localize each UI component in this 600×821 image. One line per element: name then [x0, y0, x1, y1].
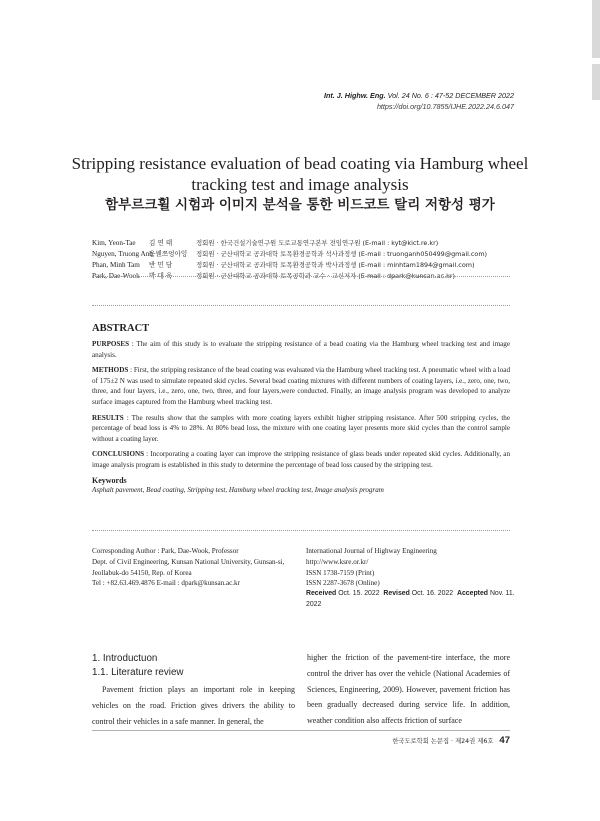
author-name-en: Park, Dae-Wook [92, 272, 140, 280]
abstract-results [92, 413, 510, 445]
page-footer [392, 735, 510, 746]
methods-label: METHODS [92, 366, 129, 375]
abstract-heading: ABSTRACT [92, 323, 150, 334]
page-edge-tab-top [592, 0, 600, 58]
abstract-section [92, 323, 510, 496]
footer-rule [92, 730, 510, 731]
corr-line: Tel : +82.63.469.4876 E-mail : dpark@kunsan.ac.kr [92, 579, 240, 588]
abstract-conclusions [92, 449, 510, 470]
divider-bottom [92, 530, 510, 531]
author-affiliation: 정회원 · 군산대학교 공과대학 토목환경공학과 박사과정생 (E-mail : minhtam1894@gmail.com) [196, 261, 475, 269]
corr-line: Corresponding Author : Park, Dae-Wook, Professor [92, 547, 239, 555]
author-name-en: Nguyen, Truong Anh [92, 250, 153, 258]
issn-print: ISSN 1738-7159 (Print) [306, 568, 375, 577]
author-affiliation: 정회원 · 군산대학교 공과대학 토목공학과 교수 · 교신저자 (E-mail : dpark@kunsan.ac.kr) [196, 272, 456, 280]
author-row [92, 260, 512, 271]
abstract-methods [92, 365, 510, 407]
methods-text: : First, the stripping resistance of the bead coating was evaluated via the Hamburg wheel tracking test. A pneumatic wheel with a load of 175±2 N was used to simulate repeated skid cycles. Several bead coating mixtures with different numbers of coating layers, i.e., zero, one, two, three, and four layers, i.e., zero, one, two, three, and four layers,were conducted. Finally, an image analysis program was developed to analyze surface images captured from the Hamburg wheel tracking test. [92, 366, 510, 406]
purposes-text: : The aim of this study is to evaluate the stripping resistance of a bead coating via the Hamburg wheel tracking test and image analysis. [92, 340, 510, 359]
journal-full-name: International Journal of Highway Engineering [306, 547, 437, 555]
author-name-ko: 반 민 담 [149, 261, 173, 269]
results-label: RESULTS [92, 413, 124, 422]
received-label: Received [306, 590, 337, 598]
history-dates [306, 589, 516, 611]
journal-volume: Vol. 24 No. 6 : 47-52 DECEMBER 2022 [387, 91, 514, 100]
journal-info [324, 91, 514, 112]
journal-abbrev: Int. J. Highw. Eng. [323, 91, 386, 100]
paper-title-line-2: tracking test and image analysis [191, 175, 409, 194]
paper-title-korean: 함부르크휠 시험과 이미지 분석을 통한 비드코트 탈리 저항성 평가 [105, 197, 495, 213]
divider-top [92, 276, 510, 277]
author-name-en: Kim, Yeon-Tae [92, 239, 136, 247]
purposes-label: PURPOSES [92, 340, 130, 348]
results-text: : The results show that the samples with more coating layers exhibit higher stripping resistance. After 500 stripping cycles, the percentage of bead loss is 4% to 28%. At 80% bead loss, the mixture with one coating layer presents more skid cycles than the control sample without a coating layer. [92, 413, 510, 443]
doi-link[interactable]: https://doi.org/10.7855/IJHE.2022.24.6.047 [376, 101, 514, 111]
received-date: Oct. 15. 2022 [338, 590, 380, 598]
author-row [92, 249, 512, 260]
body-text-right: higher the friction of the pavement-tire interface, the more control the driver has over the vehicle (National Academies of Sciences, Engineering, 2009). However, pavement friction has been gradually decreased during service life. In addition, weather condition also affects friction of surface [307, 653, 510, 726]
keywords-heading: Keywords [92, 475, 127, 485]
paper-title-line-1: Stripping resistance evaluation of bead coating via Hamburg wheel [71, 154, 529, 173]
keywords-list: Asphalt pavement, Bead coating, Stripping test, Hamburg wheel tracking test, Image analysis program [92, 485, 384, 494]
revised-label: Revised [383, 590, 410, 598]
paper-title [60, 153, 540, 195]
author-name-ko: 응웬쯔엉아잉 [149, 250, 188, 258]
issn-online: ISSN 2287-3678 (Online) [306, 579, 380, 588]
page-edge-tab [592, 64, 600, 100]
author-row [92, 238, 512, 249]
body-text-left: Pavement friction plays an important role in keeping vehicles on the road. Friction gives drivers the ability to control their vehicles in a safe manner. In general, the [92, 685, 295, 726]
section-heading [92, 652, 183, 680]
corr-line: Dept. of Civil Engineering, Kunsan National University, Gunsan-si, [92, 557, 285, 566]
corr-line: Jeollabuk-do 54150, Rep. of Korea [92, 568, 192, 577]
conclusions-label: CONCLUSIONS [92, 450, 145, 459]
conclusions-text: : Incorporating a coating layer can improve the stripping resistance of glass beads under repeated skid cycles. Additionally, an image analysis program is established in this study to determine the percentage of bead loss caused by the stripping test. [92, 450, 510, 469]
journal-citation [324, 91, 514, 102]
journal-url[interactable]: http://www.ksre.or.kr/ [306, 557, 369, 566]
author-name-ko: 박 대 욱 [149, 272, 173, 280]
abstract-purposes [92, 339, 510, 360]
page-number: 47 [499, 735, 510, 746]
author-affiliation: 정회원 · 군산대학교 공과대학 토목환경공학과 석사과정생 (E-mail : truonganh050499@gmail.com) [196, 250, 488, 258]
accepted-label: Accepted [456, 590, 489, 598]
section-1-1-title: 1.1. Literature review [92, 667, 184, 678]
corresponding-author-block [92, 546, 304, 589]
divider-abstract [92, 305, 510, 306]
footer-journal: 한국도로학회 논문집 · 제24권 제6호 [392, 738, 494, 745]
author-name-ko: 김 연 태 [149, 239, 173, 247]
section-1-title: 1. Introductuon [92, 653, 158, 664]
accepted-date: Nov. 11. 2022 [306, 590, 515, 608]
author-affiliation: 정회원 · 한국건설기술연구원 도로교통연구본부 전임연구원 (E-mail : kyt@kict.re.kr) [196, 239, 439, 247]
revised-date: Oct. 16. 2022 [411, 590, 454, 598]
publication-info-block [306, 546, 516, 611]
author-name-en: Phan, Minh Tam [92, 261, 140, 269]
